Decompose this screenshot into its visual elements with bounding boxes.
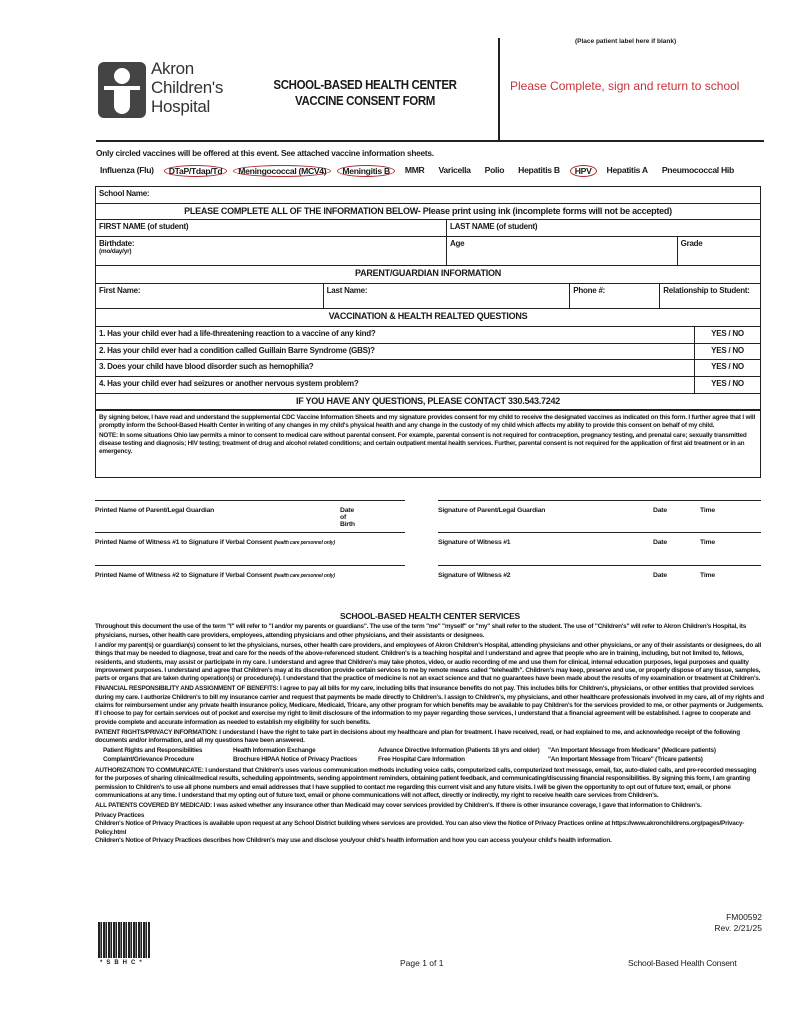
- document-item: "An Important Message from Medicare" (Medicare patients): [548, 747, 716, 755]
- date-label: Date: [653, 572, 667, 579]
- parent-header: PARENT/GUARDIAN INFORMATION: [96, 266, 761, 284]
- logo-line: Children's: [151, 78, 224, 97]
- grade-field[interactable]: Grade: [677, 237, 760, 266]
- birthdate-format: (mo/day/yr): [99, 248, 132, 255]
- complete-banner: PLEASE COMPLETE ALL OF THE INFORMATION BELOW- Please print using ink (incomplete forms will not be accepted): [96, 204, 761, 220]
- contact-banner: IF YOU HAVE ANY QUESTIONS, PLEASE CONTACT 330.543.7242: [96, 394, 761, 410]
- hospital-logo-text: [151, 59, 223, 116]
- witness1-signature-line[interactable]: [438, 532, 761, 546]
- question: 2. Has your child ever had a condition called Guillain Barre Syndrome (GBS)?: [96, 344, 695, 360]
- form-title: [259, 77, 471, 109]
- patient-label-note: (Place patient label here if blank): [575, 38, 677, 45]
- vaccine-note: Only circled vaccines will be offered at this event. See attached vaccine information sheets.: [96, 148, 434, 158]
- date-label: Date: [653, 539, 667, 546]
- witness2-signature-label: Signature of Witness #2: [438, 572, 511, 579]
- communication-paragraph: AUTHORIZATION TO COMMUNICATE: I understand that Children's uses various communication methods including voice calls, computerized calls, computerized text message, email, fax, auto-dialed calls, and pre-recorded messaging for the purposes of sharing clinical/medical results, scheduling appointments, sending appointment reminders, obtaining patient feedback, and communicating/discussing financial responsibilities. By signing this form, I am granting permission to Children's to use all phone numbers and email addresses that I have supplied to contact me regarding this current visit and any future visits. I will be given the opportunity to opt out of future text, email, or phone communications at any time. I understand that my opting out of future text, email or phone communications will not affect, directly or indirectly, my right to receive health care services from Children's.: [95, 766, 757, 800]
- consent-statement: [95, 410, 761, 478]
- services-title: SCHOOL-BASED HEALTH CENTER SERVICES: [340, 611, 520, 621]
- document-item: Health Information Exchange: [233, 747, 316, 755]
- yes-no-answer[interactable]: YES / NO: [695, 344, 761, 360]
- privacy-text: Children's Notice of Privacy Practices describes how Children's may use and disclose you/your child's health information and how you can access you/your child's health information.: [95, 837, 612, 845]
- witness2-name-line[interactable]: [95, 565, 405, 579]
- yes-no-answer[interactable]: YES / NO: [695, 360, 761, 377]
- vaccine-option: Hepatitis A: [606, 165, 648, 175]
- time-label: Time: [700, 539, 715, 546]
- witness-note: (health care personnel only): [273, 540, 335, 546]
- parent-last-name-field[interactable]: Last Name:: [323, 284, 570, 309]
- consent-paragraph: By signing below, I have read and understand the supplemental CDC Vaccine Information Sheets and my signature provides consent for my child to receive the designated vaccines as indicated on this form. I further agree that I will promptly inform the School-Based Health Center in writing of any changes in my child's physical health and any change in the custody of my child which affects my ability to provide this consent on behalf of my child.: [99, 414, 756, 429]
- vaccine-option: MMR: [404, 165, 425, 175]
- vaccine-option: Hepatitis B: [518, 165, 560, 175]
- services-paragraph: Throughout this document the use of the term "I" will refer to "I and/or my parents or guardians". The use of the term "me" "myself" or "my" shall refer to the student. The use of "Children's" will refer to Akron Children's Hospital, its physicians, nurses, other health care providers, employees, attending physicians and other physicians, and their assistants or designees.: [95, 623, 747, 639]
- witness-note: (health care personnel only): [273, 573, 335, 579]
- hospital-logo-icon: [98, 62, 146, 118]
- vaccine-option: Polio: [484, 165, 505, 175]
- vaccine-option: Influenza (Flu): [100, 165, 154, 175]
- header-rule: [96, 140, 764, 142]
- vaccine-option: Varicella: [438, 165, 471, 175]
- time-label: Time: [700, 572, 715, 579]
- logo-line: Hospital: [151, 97, 211, 116]
- return-instruction: Please Complete, sign and return to school: [510, 79, 740, 93]
- time-label: Time: [700, 507, 715, 514]
- student-first-name-field[interactable]: FIRST NAME (of student): [96, 220, 447, 237]
- phone-field[interactable]: Phone #:: [570, 284, 660, 309]
- witness1-signature-label: Signature of Witness #1: [438, 539, 511, 546]
- witness2-signature-line[interactable]: [438, 565, 761, 579]
- services-paragraph: I and/or my parent(s) or guardian(s) consent to let the physicians, nurses, other health care providers, and employees of Akron Children's Hospital, attending physicians and other physicians, or any of their assistants or designees, do all things that may be needed to diagnose, treat and care for the needs of the above-referenced student. Children's is a teaching hospital and I understand and agree that people who are in training, including, but not limited to, fellows, residents, and students, may assist or participate in my care. I understand and agree that Children's may take photos, video, or audio recording of me and use them for clinical, internal education purposes, legal purposes and quality improvement purposes. I understand and agree that Children's may at its discretion provide certain services to me by remote means called "telehealth". Children's may keep, preserve and use, or properly dispose of any tissue, samples, parts or organs that are taken during operation(s) or procedure(s). I understand that the practice of medicine is not an exact science and that no guarantees have been made about the results of my examination or treatment at Children's.: [95, 641, 762, 683]
- birthdate-field[interactable]: [96, 237, 447, 266]
- privacy-paragraph: PATIENT RIGHTS/PRIVACY INFORMATION: I understand I have the right to take part in decisions about my healthcare and plan for treatment. I have received, read, or had explained to me, and acknowledge receipt of the following documents and/or information, and all my questions have been answered.: [95, 728, 740, 745]
- document-name: School-Based Health Consent: [628, 958, 737, 968]
- parent-first-name-field[interactable]: First Name:: [96, 284, 324, 309]
- barcode-icon: [98, 922, 150, 958]
- privacy-text: Children's Notice of Privacy Practices is available upon request at any School District building where services are provided. You can also view the Notice of Privacy Practices online at https://www.akronchildrens.org/pages/Privacy-Policy.html: [95, 820, 745, 836]
- vaccine-option: HPV: [570, 165, 597, 177]
- birthdate-label: Birthdate:: [99, 239, 135, 248]
- yes-no-answer[interactable]: YES / NO: [695, 327, 761, 344]
- age-field[interactable]: Age: [446, 237, 677, 266]
- document-item: Free Hospital Care Information: [378, 755, 465, 763]
- yes-no-answer[interactable]: YES / NO: [695, 377, 761, 394]
- vaccine-option: Meningitis B: [337, 165, 394, 177]
- privacy-title: Privacy Practices: [95, 811, 145, 819]
- relationship-field[interactable]: Relationship to Student:: [660, 284, 761, 309]
- question: 3. Does your child have blood disorder such as hemophilia?: [96, 360, 695, 377]
- document-item: Patient Rights and Responsibilities: [103, 747, 203, 755]
- vaccine-option: Pneumococcal Hib: [661, 165, 734, 175]
- student-last-name-field[interactable]: LAST NAME (of student): [446, 220, 760, 237]
- dob-line[interactable]: [335, 500, 405, 507]
- witness1-name-label: Printed Name of Witness #1 to Signature if Verbal Consent: [95, 539, 273, 546]
- vaccine-list: [96, 165, 744, 177]
- form-number-block: [700, 912, 762, 934]
- guardian-signature-line[interactable]: [438, 500, 761, 514]
- document-item: "An Important Message from Tricare" (Tricare patients): [548, 755, 703, 763]
- guardian-signature-label: Signature of Parent/Legal Guardian: [438, 507, 546, 514]
- guardian-name-line[interactable]: [95, 500, 355, 528]
- revision-date: Rev. 2/21/25: [714, 923, 762, 933]
- logo-line: Akron: [151, 59, 194, 78]
- documents-list: [95, 747, 765, 764]
- dob-label: Date of Birth: [340, 507, 355, 528]
- header-divider: [498, 38, 500, 141]
- form-number: FM00592: [726, 912, 762, 922]
- questions-header: VACCINATION & HEALTH REALTED QUESTIONS: [96, 309, 761, 327]
- question: 1. Has your child ever had a life-threatening reaction to a vaccine of any kind?: [96, 327, 695, 344]
- title-line-2: VACCINE CONSENT FORM: [294, 94, 436, 108]
- medicaid-paragraph: ALL PATIENTS COVERED BY MEDICAID: I was asked whether any insurance other than Medicaid may cover services provided by Children's. If there is other insurance coverage, I gave that information to Children's.: [95, 802, 702, 810]
- guardian-name-label: Printed Name of Parent/Legal Guardian: [95, 507, 215, 514]
- services-section: [95, 612, 765, 846]
- barcode-text: *SBHC*: [100, 960, 146, 966]
- document-item: Complaint/Grievance Procedure: [103, 755, 194, 763]
- question: 4. Has your child ever had seizures or another nervous system problem?: [96, 377, 695, 394]
- date-label: Date: [653, 507, 667, 514]
- document-item: Advance Directive Information (Patients 18 yrs and older): [378, 747, 540, 755]
- financial-paragraph: FINANCIAL RESPONSIBILITY AND ASSIGNMENT OF BENEFITS: I agree to pay all bills for my care, including bills that insurance benefits do not pay. This includes bills for Children's, physicians, or other entities that provided services during my care. I authorize Children's to bill my insurance carrier and request that payments be made directly to Children's. I assign to Children's, my physicians, and other healthcare professionals involved in my care, all of my rights and claims for reimbursement under any private health insurance policy, Medicare, Medicaid, Tricare, any other program for which benefits may be available to pay Children's for the services provided to me, or other payments or Judgements. If I choose to pay for certain services out of pocket and exercise my right to limit disclosure of the information to my payer regarding those services, I understand that a financial agreement will be established. I agree to cooperate and provide complete and accurate information as needed to establish my eligibility for such benefits.: [95, 685, 764, 726]
- consent-note: NOTE: In some situations Ohio law permits a minor to consent to medical care without parental consent. For example, parental consent is not required for contraception, pregnancy testing, and prenatal care; sexually transmitted disease testing and diagnosis; HIV testing; treatment of drug and alcohol related conditions; and certain outpatient mental health services. Further, parental consent is not required for the application of first aid treatment or in an emergency.: [99, 432, 747, 455]
- vaccine-option: Meningococcal (MCV4): [233, 165, 331, 177]
- vaccine-option: DTaP/Tdap/Td: [164, 165, 228, 177]
- witness2-name-label: Printed Name of Witness #2 to Signature if Verbal Consent: [95, 572, 273, 579]
- witness1-name-line[interactable]: [95, 532, 405, 546]
- page-number: Page 1 of 1: [400, 958, 444, 968]
- title-line-1: SCHOOL-BASED HEALTH CENTER: [273, 78, 457, 92]
- student-info-table: [95, 186, 761, 410]
- document-item: Brochure HIPAA Notice of Privacy Practices: [233, 755, 357, 763]
- school-name-field[interactable]: School Name:: [96, 187, 761, 204]
